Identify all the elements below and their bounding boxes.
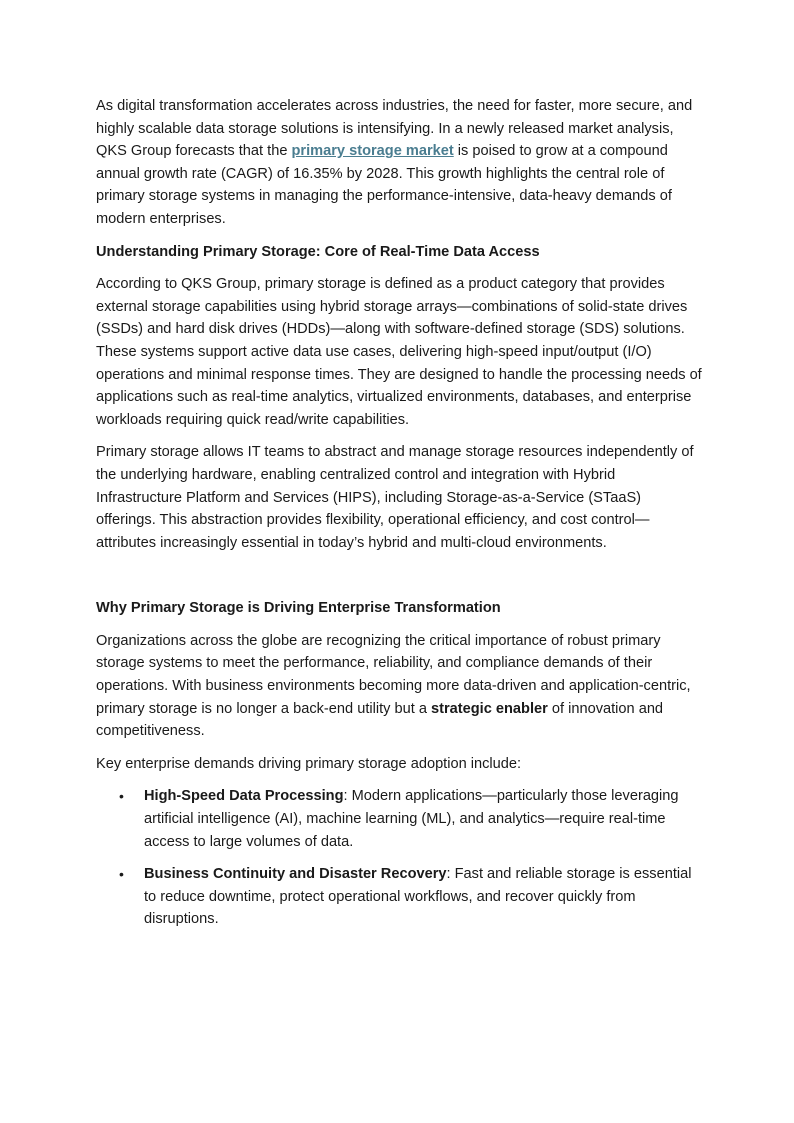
section-spacer bbox=[96, 564, 702, 597]
list-item bbox=[119, 785, 702, 853]
list-item-title: Business Continuity and Disaster Recovery bbox=[144, 866, 447, 883]
section2-paragraph-2: Key enterprise demands driving primary storage adoption include: bbox=[96, 755, 522, 772]
intro-text-after-link: is poised to grow at a compound annual growth rate (CAGR) of 16.35% by 2028. This growth highlights the central role of primary storage systems in managing the performance-intensive, data-heavy demands of modern enterprises. bbox=[96, 143, 672, 227]
bullet-icon: • bbox=[119, 866, 124, 883]
list-item-text: : Modern applications—particularly those leveraging artificial intelligence (AI), machine learning (ML), and analytics—require real-time access to large volumes of data. bbox=[144, 788, 679, 850]
section2-paragraph-1 bbox=[96, 630, 702, 743]
document-page bbox=[96, 95, 702, 941]
section1-paragraph-1: According to QKS Group, primary storage is defined as a product category that provides external storage capabilities using hybrid storage arrays—combinations of solid-state drives (SSDs) and hard disk drives (HDDs)—along with software-defined storage (SDS) solutions. These systems support active data use cases, delivering high-speed input/output (I/O) operations and minimal response times. They are designed to handle the processing needs of applications such as real-time analytics, virtualized environments, databases, and enterprise workloads requiring quick read/write capabilities. bbox=[96, 276, 702, 428]
list-item bbox=[119, 863, 702, 931]
list-item-text: : Fast and reliable storage is essential to reduce downtime, protect operational workflows, and recover quickly from disruptions. bbox=[144, 866, 692, 928]
section2-heading: Why Primary Storage is Driving Enterprise Transformation bbox=[96, 600, 501, 617]
enterprise-demands-list bbox=[96, 785, 702, 931]
strategic-enabler-bold: strategic enabler bbox=[431, 700, 548, 717]
section2-text-before-bold: Organizations across the globe are recognizing the critical importance of robust primary storage systems to meet the performance, reliability, and compliance demands of their operations. With business environments becoming more data-driven and application-centric, primary storage is no longer a back-end utility but a bbox=[96, 632, 691, 717]
bullet-icon: • bbox=[119, 788, 124, 805]
intro-text-before-link: As digital transformation accelerates across industries, the need for faster, more secure, and highly scalable data storage solutions is intensifying. In a newly released market analysis, QKS Group forecasts that the bbox=[96, 98, 693, 160]
section2-text-after-bold: of innovation and competitiveness. bbox=[96, 700, 664, 740]
intro-paragraph bbox=[96, 95, 702, 231]
section1-paragraph-2: Primary storage allows IT teams to abstract and manage storage resources independently of the underlying hardware, enabling centralized control and integration with Hybrid Infrastructure Platform and Services (HIPS), including Storage-as-a-Service (STaaS) offerings. This abstraction provides flexibility, operational efficiency, and cost control—attributes increasingly essential in today’s hybrid and multi-cloud environments. bbox=[96, 444, 694, 551]
section1-heading: Understanding Primary Storage: Core of Real-Time Data Access bbox=[96, 243, 540, 260]
primary-storage-market-link[interactable]: primary storage market bbox=[291, 143, 454, 160]
list-item-title: High-Speed Data Processing bbox=[144, 788, 344, 805]
